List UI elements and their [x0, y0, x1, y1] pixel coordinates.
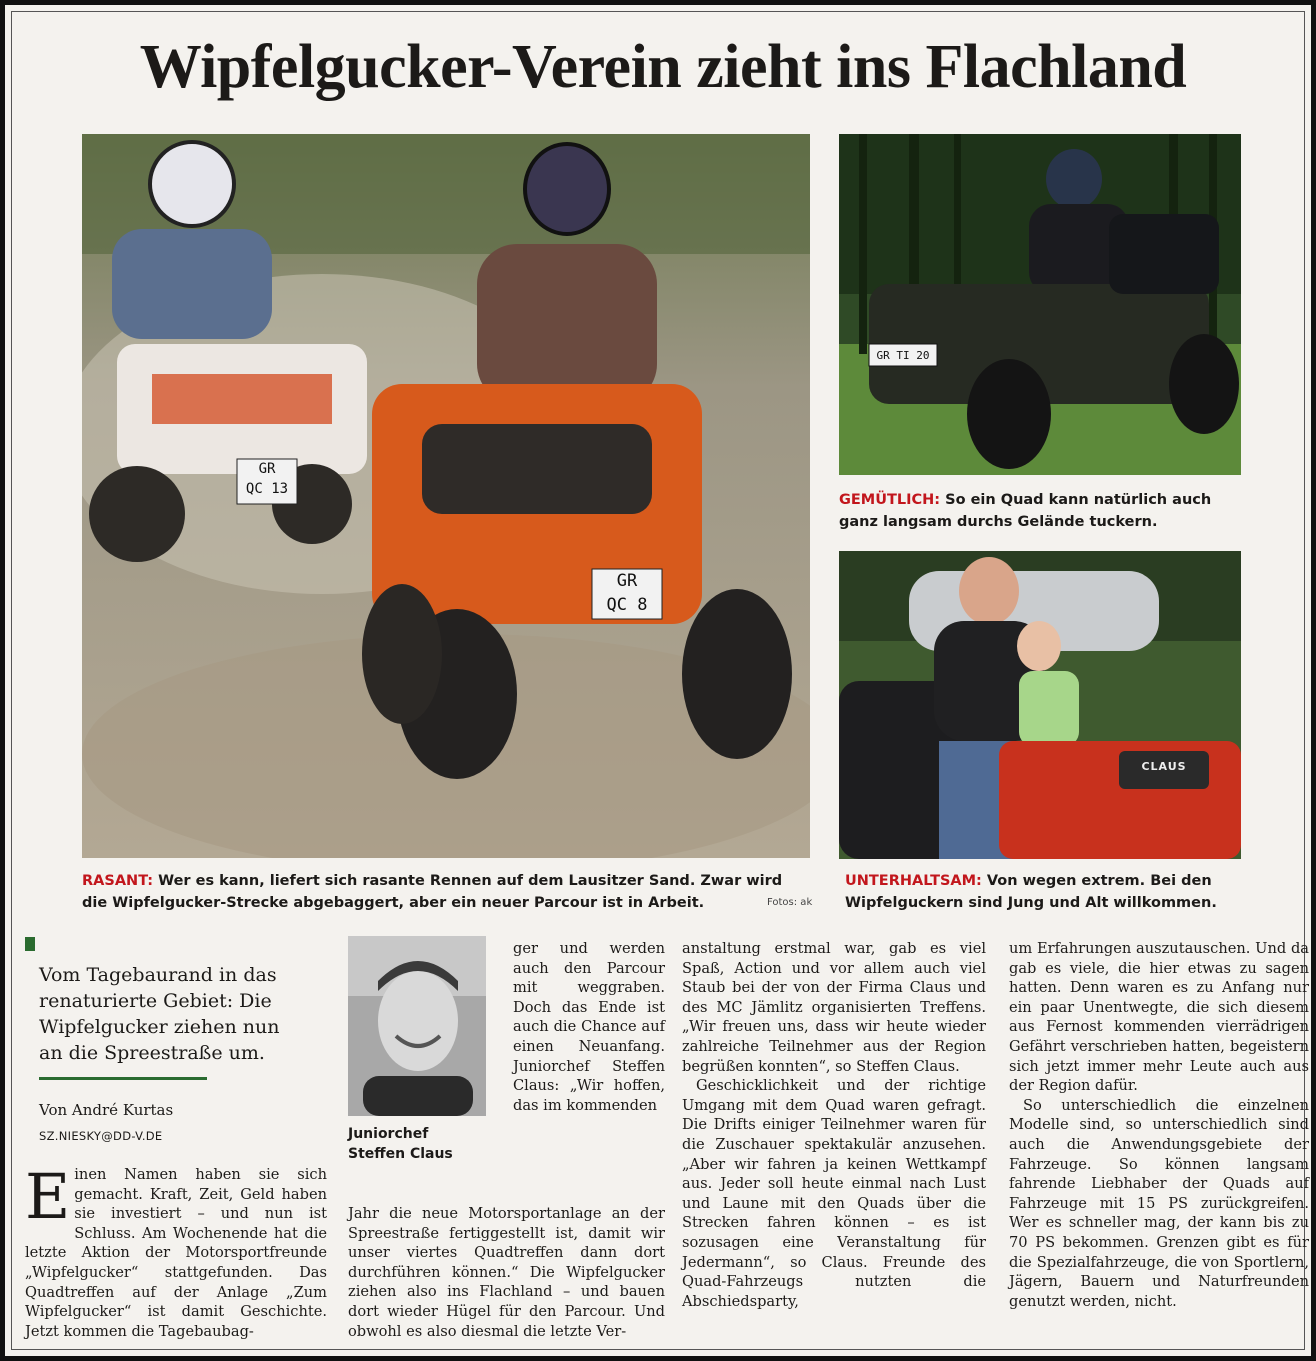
col2-narrow-text: ger und werden auch den Parcour mit weggraben. Doch das Ende ist auch die Chance auf einen Neuanfang. Juniorchef Steffen Claus: „Wir hoffen, das im kommenden — [513, 940, 665, 1114]
col4-paragraph-2: So unterschiedlich die einzelnen Modelle sind, so unterschiedlich sind auch die Anwendungsgebiete der Fahrzeuge. So können langsam fahrende Liebhaber der Quads auf Fahrzeuge mit 15 PS zurückgreifen. Wer es schneller mag, der kann bis zu 70 PS bekommen. Grenzen gibt es für die Spezialfahrzeuge, die von Sportlern, Jägern, Bauern und Naturfreunden genutzt werden, nicht. — [1009, 1096, 1309, 1310]
author-byline: Von André Kurtas — [39, 1101, 174, 1119]
license-plate-top-right: GR TI 20 — [876, 349, 930, 362]
caption-text-top-right: So ein Quad kann natürlich auch ganz langsam durchs Gelände tuckern. — [839, 492, 1212, 530]
top-right-caption — [839, 489, 1241, 533]
license-plate-right: GR QC 8 — [606, 571, 648, 615]
col1-text: inen Namen haben sie sich gemacht. Kraft, Zeit, Geld haben sie investiert – und nun ist Schluss. Am Wochenende hat die letzte Aktion der Motorsportfreunde „Wipfelgucker“ stattgefunden. Das Quadtreffen auf der Anlage „Zum Wipfelgucker“ ist damit Geschichte. Jetzt kommen die Tagebaubag- — [25, 1166, 327, 1340]
column-2-wide — [348, 1204, 665, 1341]
author-email: SZ.NIESKY@DD-V.DE — [39, 1129, 163, 1143]
main-photo — [82, 134, 810, 858]
caption-label-rasant: RASANT: — [82, 873, 154, 889]
teaser-rule — [39, 1077, 207, 1080]
mid-right-photo — [839, 551, 1241, 859]
portrait-caption: Juniorchef Steffen Claus — [348, 1126, 453, 1162]
top-right-photo — [839, 134, 1241, 475]
column-1 — [25, 1160, 327, 1341]
column-3 — [682, 939, 986, 1311]
drop-cap: E — [25, 1160, 71, 1233]
column-2-narrow — [513, 939, 665, 1115]
col4-paragraph-1: um Erfahrungen auszutauschen. Und da gab es viele, die hier etwas zu sagen hatten. Denn waren es zu Anfang nur ein paar Unentwegte, die sich diesem aus Fernost kommenden vierrädrigen Gefährt verschrieben hatten, begeistern sich jetzt immer mehr Leute auch aus der Region dafür. — [1009, 940, 1309, 1095]
photo-credit: Fotos: ak — [767, 897, 813, 908]
caption-text-mid-right: Von wegen extrem. Bei den Wipfelguckern sind Jung und Alt willkommen. — [845, 873, 1217, 911]
main-caption — [82, 870, 802, 914]
article-teaser: Vom Tagebaurand in das renaturierte Gebiet: Die Wipfelgucker ziehen nun an die Spreestraße um. — [39, 964, 280, 1064]
section-marker — [25, 937, 35, 951]
col3-paragraph-1: anstaltung erstmal war, gab es viel Spaß, Action und vor allem auch viel Staub bei der von der Firma Claus und des MC Jämlitz organisierten Treffens. „Wir freuen uns, dass wir heute wieder zahlreiche Teilnehmer aus der Region begrüßen konnten“, so Steffen Claus. — [682, 940, 986, 1075]
caption-label-gemuetlich: GEMÜTLICH: — [839, 492, 941, 508]
license-plate-left: GR QC 13 — [245, 461, 289, 497]
column-4 — [1009, 939, 1309, 1311]
col2-wide-text: Jahr die neue Motorsportanlage an der Spreestraße fertiggestellt ist, damit wir unser viertes Quadtreffen dann dort durchführen können.“ Die Wipfelgucker ziehen also ins Flachland – und bauen dort wieder Hügel für den Parcour. Und obwohl es also diesmal die letzte Ver- — [348, 1205, 665, 1340]
portrait-photo — [348, 936, 486, 1116]
quad-brand-badge: CLAUS — [1141, 760, 1187, 773]
mid-right-caption — [845, 870, 1245, 914]
caption-text-main: Wer es kann, liefert sich rasante Rennen auf dem Lausitzer Sand. Zwar wird die Wipfelgucker-Strecke abgebaggert, aber ein neuer Parcour ist in Arbeit. — [82, 873, 783, 911]
caption-label-unterhaltsam: UNTERHALTSAM: — [845, 873, 982, 889]
col1-paragraph — [25, 1160, 327, 1341]
col3-paragraph-2: Geschicklichkeit und der richtige Umgang mit dem Quad waren gefragt. Die Drifts einiger Teilnehmer waren für die Zuschauer spektakulär anzusehen. „Aber wir fahren ja keinen Wettkampf aus. Jeder soll heute einmal nach Lust und Laune mit den Quads über die Strecken fahren können – es ist sozusagen eine Veranstaltung für Jedermann“, so Claus. Freunde des Quad-Fahrzeugs nutzten die Abschiedsparty, — [682, 1077, 986, 1310]
headline: Wipfelgucker-Verein zieht ins Flachland — [139, 33, 1187, 101]
